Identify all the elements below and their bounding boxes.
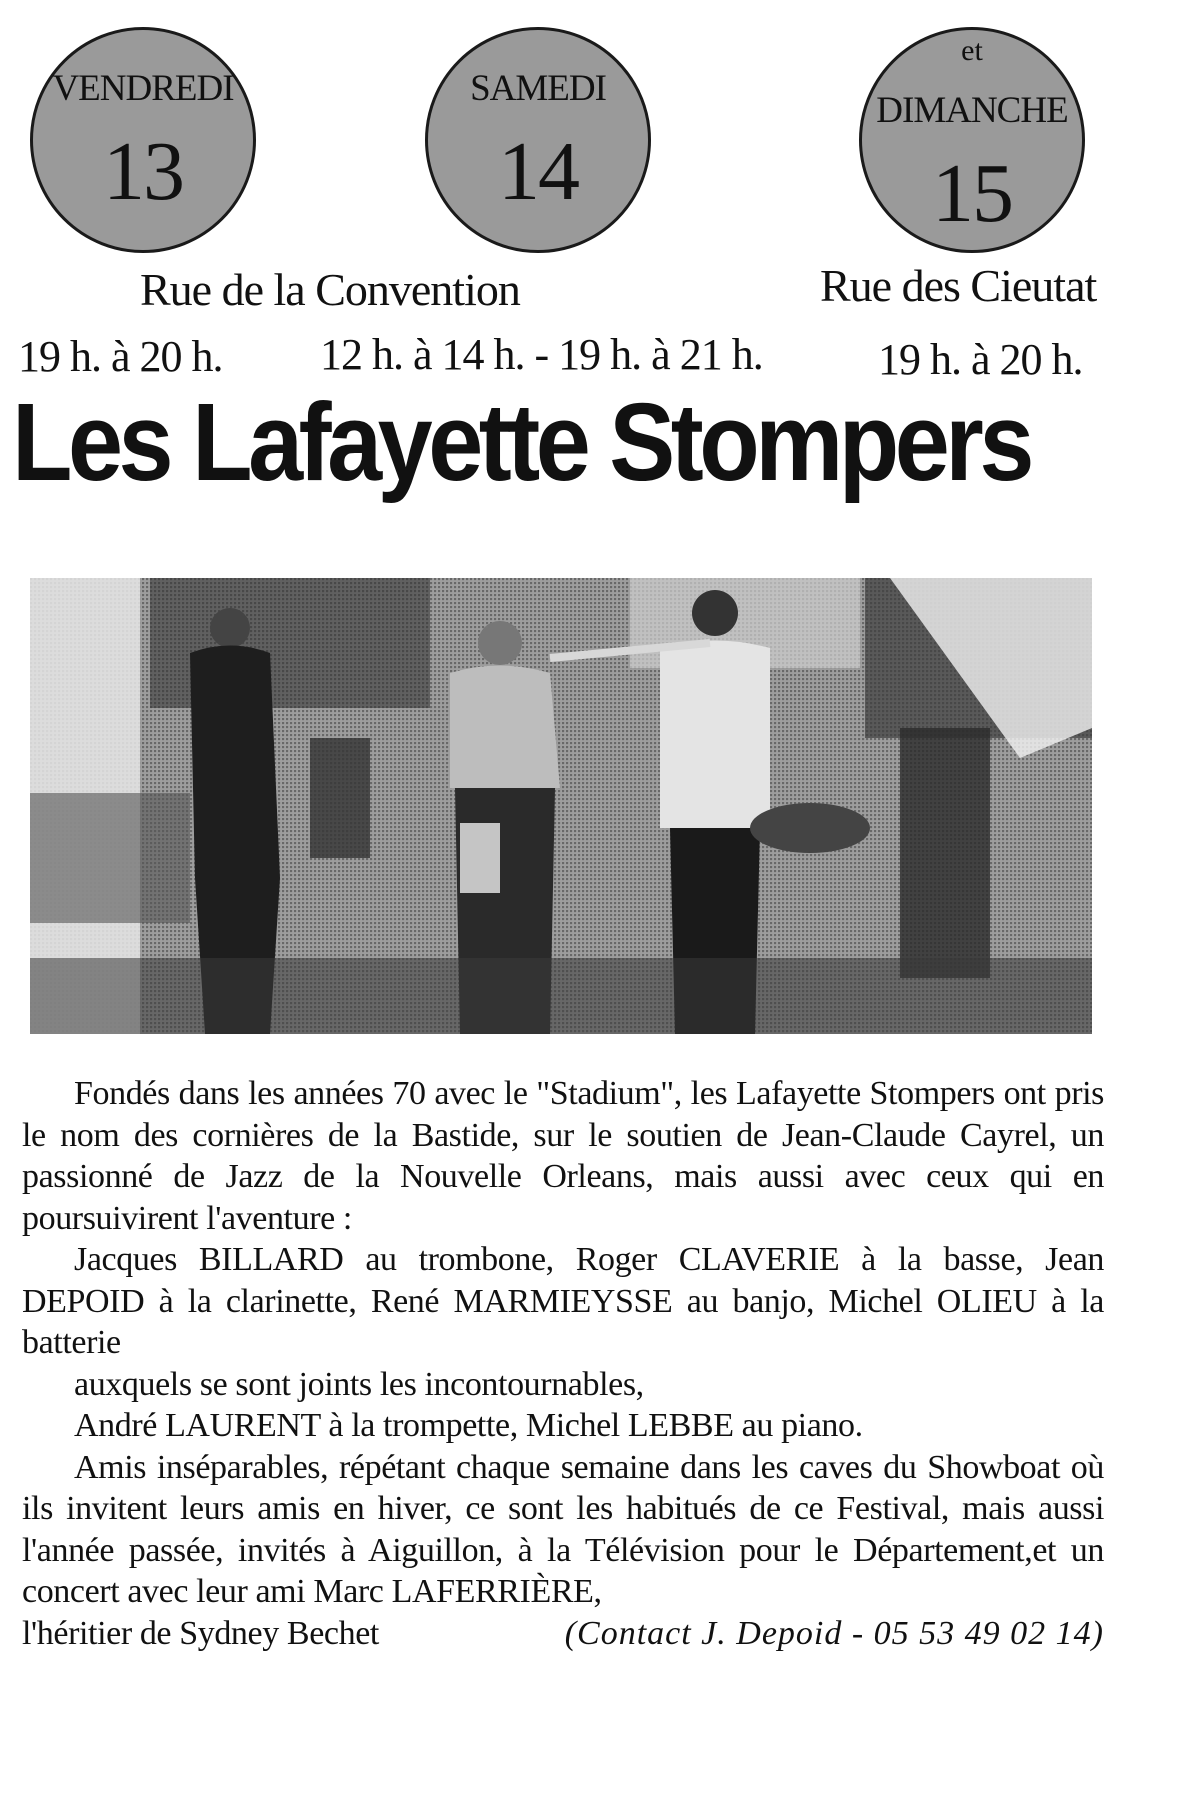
- headline: Les Lafayette Stompers: [12, 381, 1030, 504]
- location-left: Rue de la Convention: [140, 264, 520, 315]
- day-number: 14: [498, 125, 578, 218]
- date-circle-sunday: [859, 27, 1085, 253]
- hours-saturday: 12 h. à 14 h. - 19 h. à 21 h.: [320, 330, 763, 379]
- conjunction-label: et: [961, 34, 983, 67]
- hours-friday: 19 h. à 20 h.: [18, 332, 223, 381]
- day-label: DIMANCHE: [876, 90, 1068, 131]
- paragraph-members: Jacques BILLARD au trombone, Roger CLAVERIE à la basse, Jean DEPOID à la clarinette, René MARMIEYSSE au banjo, Michel OLIEU à la batterie: [22, 1241, 1104, 1361]
- contact-info: (Contact J. Depoid - 05 53 49 02 14): [564, 1614, 1104, 1652]
- hours-sunday: 19 h. à 20 h.: [878, 335, 1083, 384]
- band-photo-illustration: [30, 578, 1092, 1034]
- paragraph-history: Amis inséparables, répétant chaque semaine dans les caves du Showboat où ils invitent leurs amis en hiver, ce sont les habitués de ce Festival, mais aussi l'année passée, invités à Aiguillon, à la Télévision pour le Département,et un concert avec leur ami Marc LAFERRIÈRE,: [22, 1448, 1104, 1610]
- closing-line: [22, 1613, 1104, 1655]
- location-right: Rue des Cieutat: [820, 260, 1097, 311]
- paragraph-additional-members: André LAURENT à la trompette, Michel LEBBE au piano.: [74, 1407, 863, 1444]
- article-body: [22, 1073, 1104, 1654]
- day-label: VENDREDI: [52, 68, 234, 109]
- date-circle-saturday: [425, 27, 651, 253]
- band-photo: [30, 578, 1092, 1034]
- paragraph-intro: Fondés dans les années 70 avec le "Stadium", les Lafayette Stompers ont pris le nom des cornières de la Bastide, sur le soutien de Jean-Claude Cayrel, un passionné de Jazz de la Nouvelle Orleans, mais aussi avec ceux qui en poursuivirent l'aventure :: [22, 1075, 1104, 1237]
- day-number: 15: [932, 147, 1012, 240]
- paragraph-joined: auxquels se sont joints les incontournables,: [74, 1365, 644, 1403]
- closing-text: l'héritier de Sydney Bechet: [22, 1614, 379, 1652]
- date-circle-friday: [30, 27, 256, 253]
- day-label: SAMEDI: [470, 68, 606, 109]
- day-number: 13: [103, 125, 183, 218]
